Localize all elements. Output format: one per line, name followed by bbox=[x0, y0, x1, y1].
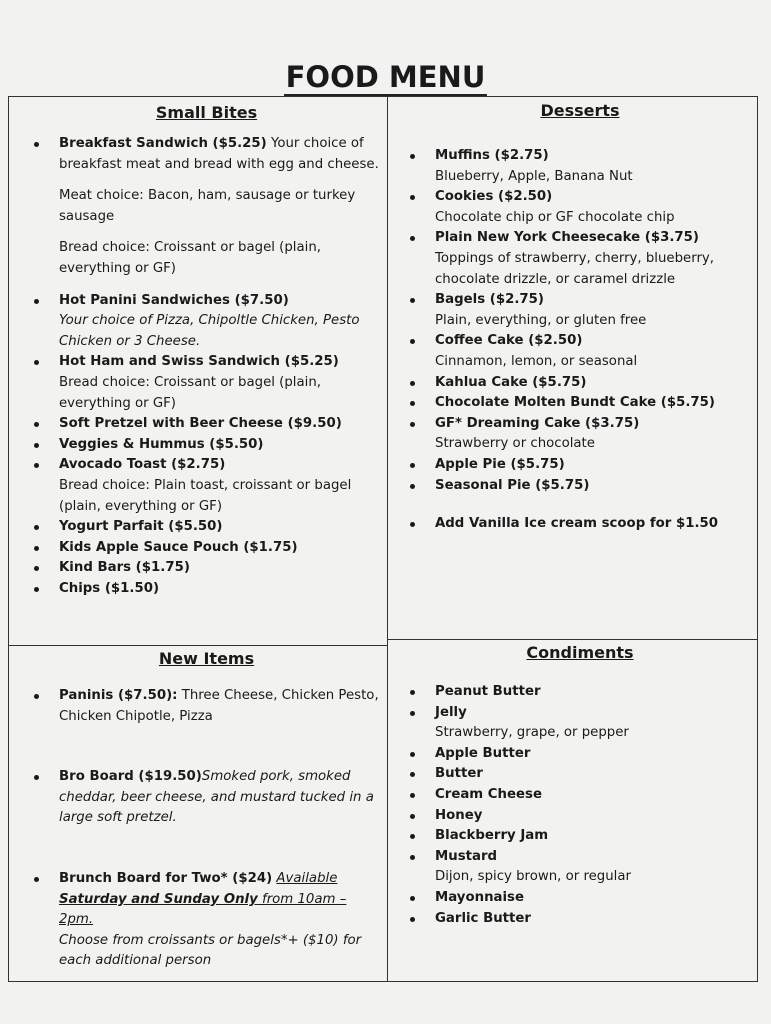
small-bites-heading: Small Bites bbox=[155, 103, 258, 122]
desserts-heading: Desserts bbox=[540, 101, 620, 120]
list-item: Mustard Dijon, spicy brown, or regular bbox=[405, 847, 755, 888]
list-item: Chocolate Molten Bundt Cake ($5.75) bbox=[405, 393, 755, 414]
menu-grid bbox=[8, 96, 758, 982]
list-item: Peanut Butter bbox=[405, 682, 755, 703]
list-item: Kind Bars ($1.75) bbox=[29, 558, 384, 579]
list-item: Hot Panini Sandwiches ($7.50) Your choice of Pizza, Chipoltle Chicken, Pesto Chicken or 3 Cheese. bbox=[29, 291, 384, 353]
new-items-heading: New Items bbox=[158, 649, 255, 668]
list-item: Veggies & Hummus ($5.50) bbox=[29, 435, 384, 456]
list-item: Paninis ($7.50): Three Cheese, Chicken Pesto, Chicken Chipotle, Pizza bbox=[29, 686, 384, 727]
list-item: Apple Pie ($5.75) bbox=[405, 455, 755, 476]
new-items-section bbox=[29, 649, 384, 972]
list-item: Muffins ($2.75) Blueberry, Apple, Banana Nut bbox=[405, 146, 755, 187]
list-item: GF* Dreaming Cake ($3.75) Strawberry or chocolate bbox=[405, 414, 755, 455]
list-item: Soft Pretzel with Beer Cheese ($9.50) bbox=[29, 414, 384, 435]
list-item: Kids Apple Sauce Pouch ($1.75) bbox=[29, 538, 384, 559]
divider-right bbox=[387, 639, 757, 640]
list-item: Mayonnaise bbox=[405, 888, 755, 909]
list-item: Brunch Board for Two* ($24) Available Saturday and Sunday Only from 10am – 2pm. Choose from croissants or bagels*+ ($10) for each additional person bbox=[29, 869, 384, 972]
list-item: Seasonal Pie ($5.75) bbox=[405, 476, 755, 497]
list-item: Plain New York Cheesecake ($3.75) Toppings of strawberry, cherry, blueberry, chocolate drizzle, or caramel drizzle bbox=[405, 228, 755, 290]
list-item: Cream Cheese bbox=[405, 785, 755, 806]
desserts-section bbox=[405, 101, 755, 535]
list-item: Jelly Strawberry, grape, or pepper bbox=[405, 703, 755, 744]
list-item: Add Vanilla Ice cream scoop for $1.50 bbox=[405, 514, 755, 535]
small-bites-section bbox=[29, 103, 384, 599]
list-item: Avocado Toast ($2.75) Bread choice: Plain toast, croissant or bagel (plain, everything or GF) bbox=[29, 455, 384, 517]
list-item: Yogurt Parfait ($5.50) bbox=[29, 517, 384, 538]
list-item: Cookies ($2.50) Chocolate chip or GF chocolate chip bbox=[405, 187, 755, 228]
condiments-section bbox=[405, 643, 755, 929]
list-item: Meat choice: Bacon, ham, sausage or turkey sausage bbox=[59, 188, 356, 224]
list-item: Butter bbox=[405, 764, 755, 785]
list-item: Garlic Butter bbox=[405, 909, 755, 930]
condiments-heading: Condiments bbox=[526, 643, 634, 662]
divider-vertical bbox=[387, 97, 388, 981]
list-item: Hot Ham and Swiss Sandwich ($5.25) Bread choice: Croissant or bagel (plain, everything or GF) bbox=[29, 352, 384, 414]
list-item: Kahlua Cake ($5.75) bbox=[405, 373, 755, 394]
list-item: Chips ($1.50) bbox=[29, 579, 384, 600]
list-item: Coffee Cake ($2.50) Cinnamon, lemon, or seasonal bbox=[405, 331, 755, 372]
list-item: Bro Board ($19.50)Smoked pork, smoked cheddar, beer cheese, and mustard tucked in a large soft pretzel. bbox=[29, 767, 384, 829]
list-item: Honey bbox=[405, 806, 755, 827]
divider-left bbox=[9, 645, 387, 646]
list-item: Bread choice: Croissant or bagel (plain, everything or GF) bbox=[59, 240, 321, 276]
list-item: Blackberry Jam bbox=[405, 826, 755, 847]
list-item: Apple Butter bbox=[405, 744, 755, 765]
menu-title: FOOD MENU bbox=[285, 60, 486, 94]
list-item: Breakfast Sandwich ($5.25) Your choice of breakfast meat and bread with egg and cheese. bbox=[29, 134, 384, 175]
list-item: Bagels ($2.75) Plain, everything, or gluten free bbox=[405, 290, 755, 331]
